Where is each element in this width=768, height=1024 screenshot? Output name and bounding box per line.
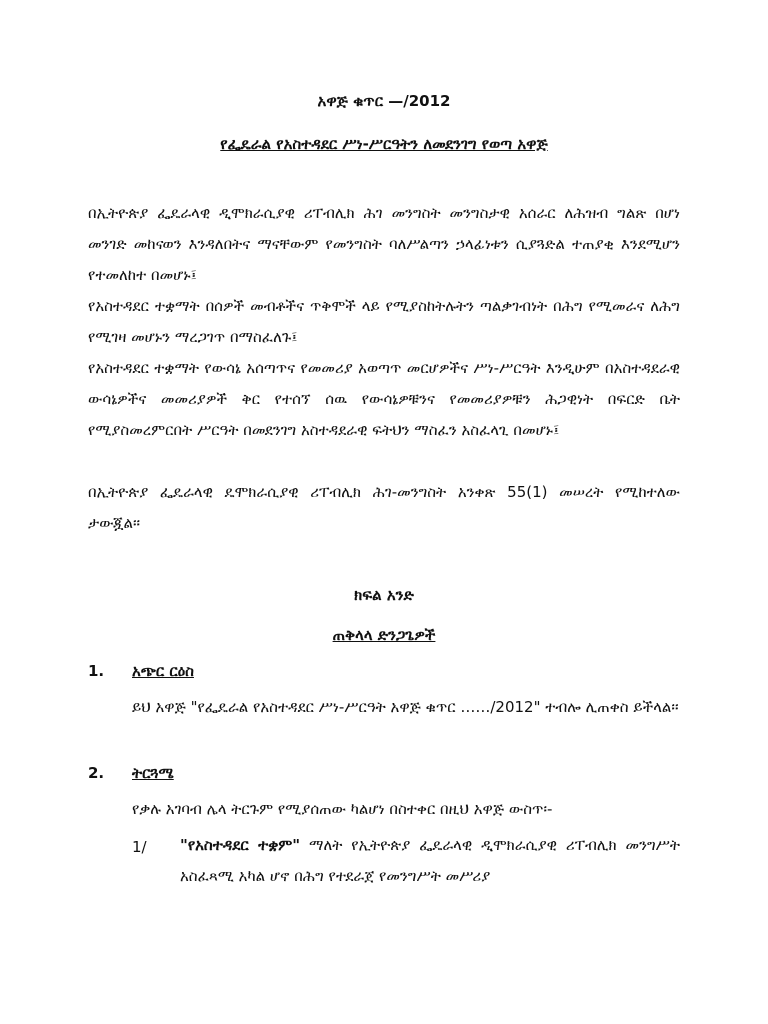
part-title: ክፍል አንድ: [354, 586, 414, 604]
section-1-number: 1.: [88, 662, 105, 680]
section-1-body: ይህ አዋጅ "የፌዴራል የአስተዳደር ሥነ-ሥርዓት አዋጅ ቁጥር ……/2012" ተብሎ ሊጠቀስ ይችላል፡፡: [132, 698, 679, 716]
preamble-paragraph-4: በኢትዮጵያ ፌዴራላዊ ዴሞክራሲያዊ ሪፐብሊክ ሕገ-መንግስት አንቀጽ 55(1) መሠረት የሚከተለው ታውጇል፡፡: [88, 483, 680, 532]
proclamation-number: አዋጅ ቁጥር —/2012: [317, 92, 451, 110]
definition-1-text: ማለት የኢትዮጵያ ፌዴራላዊ ዲሞክራሲያዊ ሪፐብሊክ መንግሥት አስፈጻሚ አካል ሆኖ በሕግ የተደራጀ የመንግሥት መሥሪያ: [180, 836, 680, 885]
section-1-title: አጭር ርዕስ: [132, 662, 194, 680]
section-2-body: የቃሉ አገባብ ሌላ ትርጉም የሚያሰጠው ካልሆነ በስተቀር በዚህ አዋጅ ውስጥ፡-: [132, 800, 553, 818]
proclamation-title-text: የፌዴራል የአስተዳደር ሥነ-ሥርዓትን ለመደንገግ የወጣ አዋጅ: [220, 135, 548, 153]
definition-1: [180, 830, 680, 892]
section-2-number: 2.: [88, 764, 105, 782]
part-subtitle: [0, 626, 768, 644]
definition-1-term: "የአስተዳደር ተቋም": [180, 836, 301, 854]
section-2-title: ትርጓሜ: [132, 764, 174, 782]
preamble-paragraph-1: በኢትዮጵያ ፌዴራላዊ ዲሞክራሲያዊ ሪፐብሊክ ሕገ መንግስት መንግስታዊ አሰራር ለሕዝብ ግልጽ በሆነ መንገድ መከናወን እንዳለበትና ማናቸውም የመንግስት ባለሥልጣን ኃላፊነቱን ሲያጓድል ተጠያቂ እንደሚሆን የተመለከተ በመሆኑ፤: [88, 204, 680, 284]
proclamation-title: [0, 135, 768, 153]
part-subtitle-text: ጠቅላላ ድንጋጌዎች: [332, 626, 436, 644]
preamble-paragraph-2: የአስተዳደር ተቋማት በሰዎች መብቶችና ጥቅሞች ላይ የሚያስከትሉትን ጣልቃገብነት በሕግ የሚመራና ለሕግ የሚገዛ መሆኑን ማረጋገጥ በማስፈለጉ፤: [88, 297, 680, 346]
definition-1-number: 1/: [132, 838, 147, 856]
preamble-paragraph-3: የአስተዳደር ተቋማት የውሳኔ አሰጣጥና የመመሪያ አወጣጥ መርሆዎችና ሥነ-ሥርዓት እንዲሁም በአስተዳደራዊ ውሳኔዎችና መመሪያዎች ቅር የተሰኘ ሰዉ የውሳኔዎቹንና የመመሪያዎቹን ሕጋዊነት በፍርድ ቤት የሚያስመረምርበት ሥርዓት በመደንገግ አስተዳደራዊ ፍትህን ማስፈን አስፈላጊ በመሆኑ፤: [88, 359, 680, 439]
